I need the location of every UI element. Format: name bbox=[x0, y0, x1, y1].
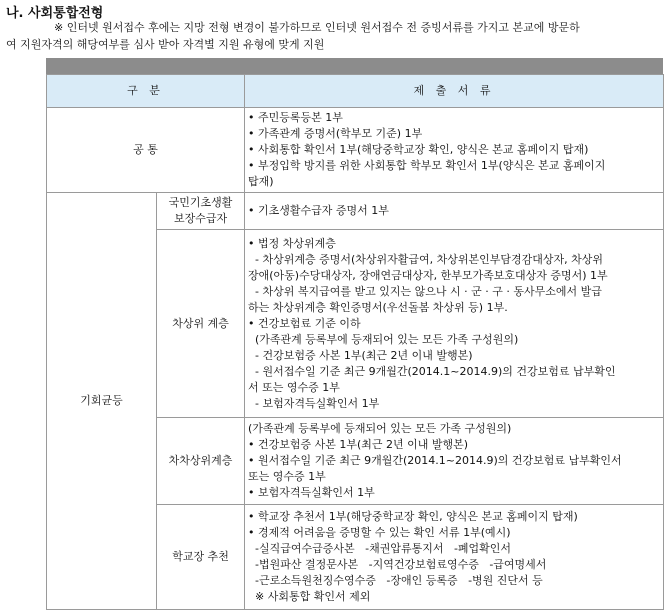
doc-line: ※ 사회통합 확인서 제외 bbox=[248, 590, 371, 603]
doc-line: -실직급여수급증사본 -채권압류통지서 -폐업확인서 bbox=[248, 542, 512, 555]
next-near-poverty-label: 차차상위계층 bbox=[157, 418, 245, 505]
principal-label: 학교장 추천 bbox=[157, 505, 245, 610]
doc-line: • 건강보험증 사본 1부(최근 2년 이내 발행본) bbox=[248, 438, 469, 451]
common-docs bbox=[245, 108, 664, 193]
section-title: 나. 사회통합전형 bbox=[6, 6, 104, 21]
doc-line: - 원서접수일 기준 최근 9개월간(2014.1~2014.9)의 건강보험료 납부확인 bbox=[248, 364, 616, 378]
basic-label-line-2: 보장수급자 bbox=[173, 212, 228, 225]
doc-line: - 차상위계층 증명서(차상위자활급여, 차상위본인부담경감대상자, 차상위 bbox=[248, 252, 604, 266]
doc-line: 서 또는 영수증 1부 bbox=[248, 380, 340, 394]
common-row bbox=[47, 108, 664, 193]
basic-label-line-1: 국민기초생활 bbox=[168, 196, 233, 209]
doc-line: -법원파산 결정문사본 -지역건강보험료영수증 -급여명세서 bbox=[248, 558, 547, 571]
next-near-poverty-docs bbox=[245, 418, 664, 505]
doc-line: • 사회통합 확인서 1부(해당중학교장 확인, 양식은 본교 홈페이지 탑재) bbox=[248, 143, 589, 156]
basic-label bbox=[157, 193, 245, 230]
common-label: 공 통 bbox=[47, 108, 245, 193]
doc-line: • 기초생활수급자 증명서 1부 bbox=[248, 204, 389, 217]
requirements-table bbox=[46, 74, 664, 610]
notice-line-2: 여 지원자격의 해당여부를 심사 받아 자격별 지원 유형에 맞게 지원 bbox=[6, 38, 325, 51]
notice-line-1: ※ 인터넷 원서접수 후에는 지망 전형 변경이 불가하므로 인터넷 원서접수 전 증빙서류를 가지고 본교에 방문하 bbox=[54, 21, 580, 34]
doc-line: • 가족관계 증명서(학부모 기준) 1부 bbox=[248, 127, 423, 140]
doc-line: • 경제적 어려움을 증명할 수 있는 확인 서류 1부(예시) bbox=[248, 526, 511, 539]
doc-line: • 보험자격득실확인서 1부 bbox=[248, 486, 375, 499]
doc-line: • 주민등록등본 1부 bbox=[248, 111, 343, 124]
basic-docs bbox=[245, 193, 664, 230]
doc-line: • 법정 차상위계층 bbox=[248, 236, 336, 250]
table-top-band bbox=[46, 58, 663, 74]
doc-line: -근로소득원천징수영수증 -장애인 등록증 -병원 진단서 등 bbox=[248, 574, 543, 587]
basic-row bbox=[47, 193, 664, 230]
table-header-row bbox=[47, 75, 664, 108]
header-documents: 제 출 서 류 bbox=[245, 75, 664, 108]
doc-line: • 건강보험료 기준 이하 bbox=[248, 316, 361, 330]
doc-line: • 학교장 추천서 1부(해당중학교장 확인, 양식은 본교 홈페이지 탑재) bbox=[248, 510, 578, 523]
doc-line: 또는 영수증 1부 bbox=[248, 470, 326, 483]
header-category: 구 분 bbox=[47, 75, 245, 108]
near-poverty-docs bbox=[245, 230, 664, 418]
near-poverty-label: 차상위 계층 bbox=[157, 230, 245, 418]
doc-line: (가족관계 등록부에 등재되어 있는 모든 가족 구성원의) bbox=[248, 422, 512, 435]
doc-line: 하는 차상위계층 확인증명서(우선돌봄 차상위 등) 1부. bbox=[248, 300, 508, 314]
doc-line: (가족관계 등록부에 등재되어 있는 모든 가족 구성원의) bbox=[248, 332, 519, 346]
notice-text bbox=[6, 19, 661, 53]
doc-line: - 건강보험증 사본 1부(최근 2년 이내 발행본) bbox=[248, 348, 473, 362]
doc-line: - 차상위 복지급여를 받고 있지는 않으나 시 · 군 · 구 · 동사무소에서 발급 bbox=[248, 284, 602, 298]
doc-line: 장애(아동)수당대상자, 장애연금대상자, 한부모가족보호대상자 증명서) 1부 bbox=[248, 268, 608, 282]
doc-line: 탑재) bbox=[248, 175, 274, 188]
principal-docs bbox=[245, 505, 664, 610]
doc-line: • 부정입학 방지를 위한 사회통합 학부모 확인서 1부(양식은 본교 홈페이지 bbox=[248, 159, 606, 172]
opportunity-label: 기회균등 bbox=[47, 193, 157, 610]
doc-line: - 보험자격득실확인서 1부 bbox=[248, 396, 380, 410]
doc-line: • 원서접수일 기준 최근 9개월간(2014.1~2014.9)의 건강보험료 납부확인서 bbox=[248, 454, 622, 467]
